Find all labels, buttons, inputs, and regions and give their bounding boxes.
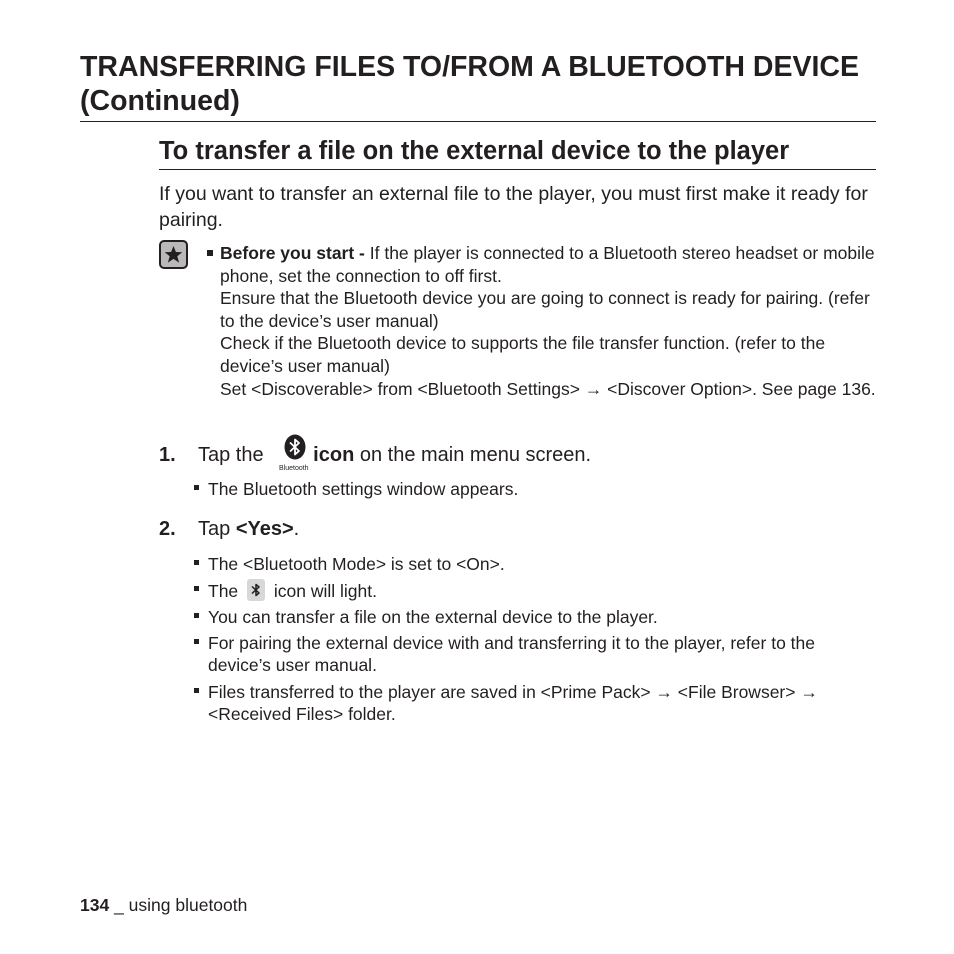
bullet-text: Files transferred to the player are saved in <Prime Pack> → <File Browser> → <Received Files> folder. [208, 682, 818, 724]
bluetooth-icon [284, 434, 306, 460]
step-2-bullet-1 [208, 553, 868, 575]
star-note-icon [159, 240, 188, 269]
footer-section: _ using bluetooth [109, 895, 248, 915]
step-2-bullet-4 [208, 632, 868, 676]
subtitle-divider [159, 169, 876, 170]
bullet-text-after: icon will light. [269, 581, 377, 601]
step-1-bullet-1 [208, 478, 868, 500]
step-2-after: . [293, 518, 300, 540]
bullet-marker [194, 639, 199, 644]
step-2-bullet-3 [208, 606, 868, 628]
note-line-1-text: If the player is connected to a Bluetooth stereo headset or mobile phone, set the connection to off first. [220, 243, 875, 286]
step-2-text [198, 517, 299, 541]
bullet-marker [194, 485, 199, 490]
bullet-marker [194, 688, 199, 693]
step-2-bullet-2 [208, 579, 868, 602]
bullet-text: The <Bluetooth Mode> is set to <On>. [208, 554, 505, 574]
note-line-4: Set <Discoverable> from <Bluetooth Settings> → <Discover Option>. See page 136. [220, 379, 876, 399]
bullet-text: You can transfer a file on the external device to the player. [208, 607, 658, 627]
intro-paragraph: If you want to transfer an external file to the player, you must first make it ready for pairing. [159, 183, 868, 231]
bluetooth-status-icon [247, 579, 265, 601]
bullet-text: For pairing the external device with and transferring it to the player, refer to the device’s user manual. [208, 633, 815, 675]
bullet-text: The Bluetooth settings window appears. [208, 479, 519, 499]
note-lead: Before you start - [220, 243, 365, 263]
note-line-3: Check if the Bluetooth device to supports the file transfer function. (refer to the device’s user manual) [220, 333, 826, 376]
before-you-start-note [220, 242, 880, 402]
step-1-number: 1. [159, 444, 176, 466]
title-divider [80, 121, 876, 122]
bluetooth-icon-caption: Bluetooth [279, 465, 309, 472]
bullet-text-before: The [208, 581, 244, 601]
note-line-1 [220, 242, 880, 287]
section-subtitle: To transfer a file on the external device to the player [159, 137, 790, 165]
bullet-marker [194, 560, 199, 565]
step-1-before: Tap the [198, 444, 270, 466]
step-2-before: Tap [198, 518, 236, 540]
page-number: 134 [80, 895, 110, 915]
step-2-bold: <Yes> [235, 518, 294, 540]
step-1-text [198, 443, 591, 467]
note-line-2: Ensure that the Bluetooth device you are going to connect is ready for pairing. (refer to the device’s user manual) [220, 288, 870, 331]
page-title: TRANSFERRING FILES TO/FROM A BLUETOOTH DEVICE (Continued) [80, 51, 860, 117]
bullet-marker [194, 613, 199, 618]
page-footer [80, 894, 247, 916]
note-bullet [207, 250, 213, 256]
step-2-bullet-5 [208, 681, 868, 725]
step-1-after: on the main menu screen. [354, 444, 592, 466]
step-1-bold: icon [313, 444, 355, 466]
bullet-marker [194, 586, 199, 591]
step-2-number: 2. [159, 518, 176, 540]
